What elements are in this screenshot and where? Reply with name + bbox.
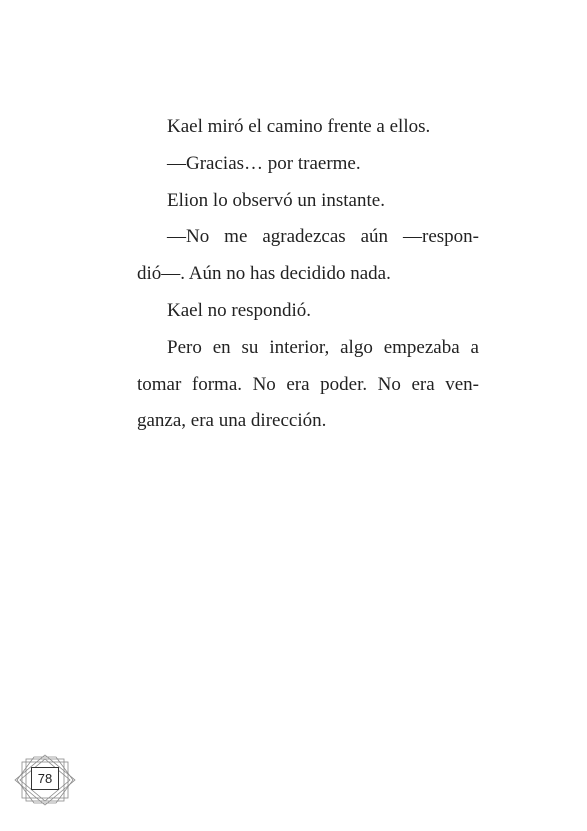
text-line-9: ganza, era una dirección. xyxy=(137,410,327,432)
text-line-6: Kael no respondió. xyxy=(167,299,312,321)
text-line-4: —No me agradezcas aún —respon- xyxy=(167,226,479,248)
text-line-7: Pero en su interior, algo empezaba a xyxy=(167,336,479,358)
text-line-5: dió—. Aún no has decidido nada. xyxy=(137,263,391,285)
body-text xyxy=(137,109,479,440)
page-number: 78 xyxy=(31,767,59,790)
page-number-badge xyxy=(14,754,76,806)
text-line-2: —Gracias… por traerme. xyxy=(167,152,361,174)
text-line-1: Kael miró el camino frente a ellos. xyxy=(167,116,431,137)
text-line-8: tomar forma. No era poder. No era ven- xyxy=(137,373,479,395)
text-line-3: Elion lo observó un instante. xyxy=(167,189,385,211)
